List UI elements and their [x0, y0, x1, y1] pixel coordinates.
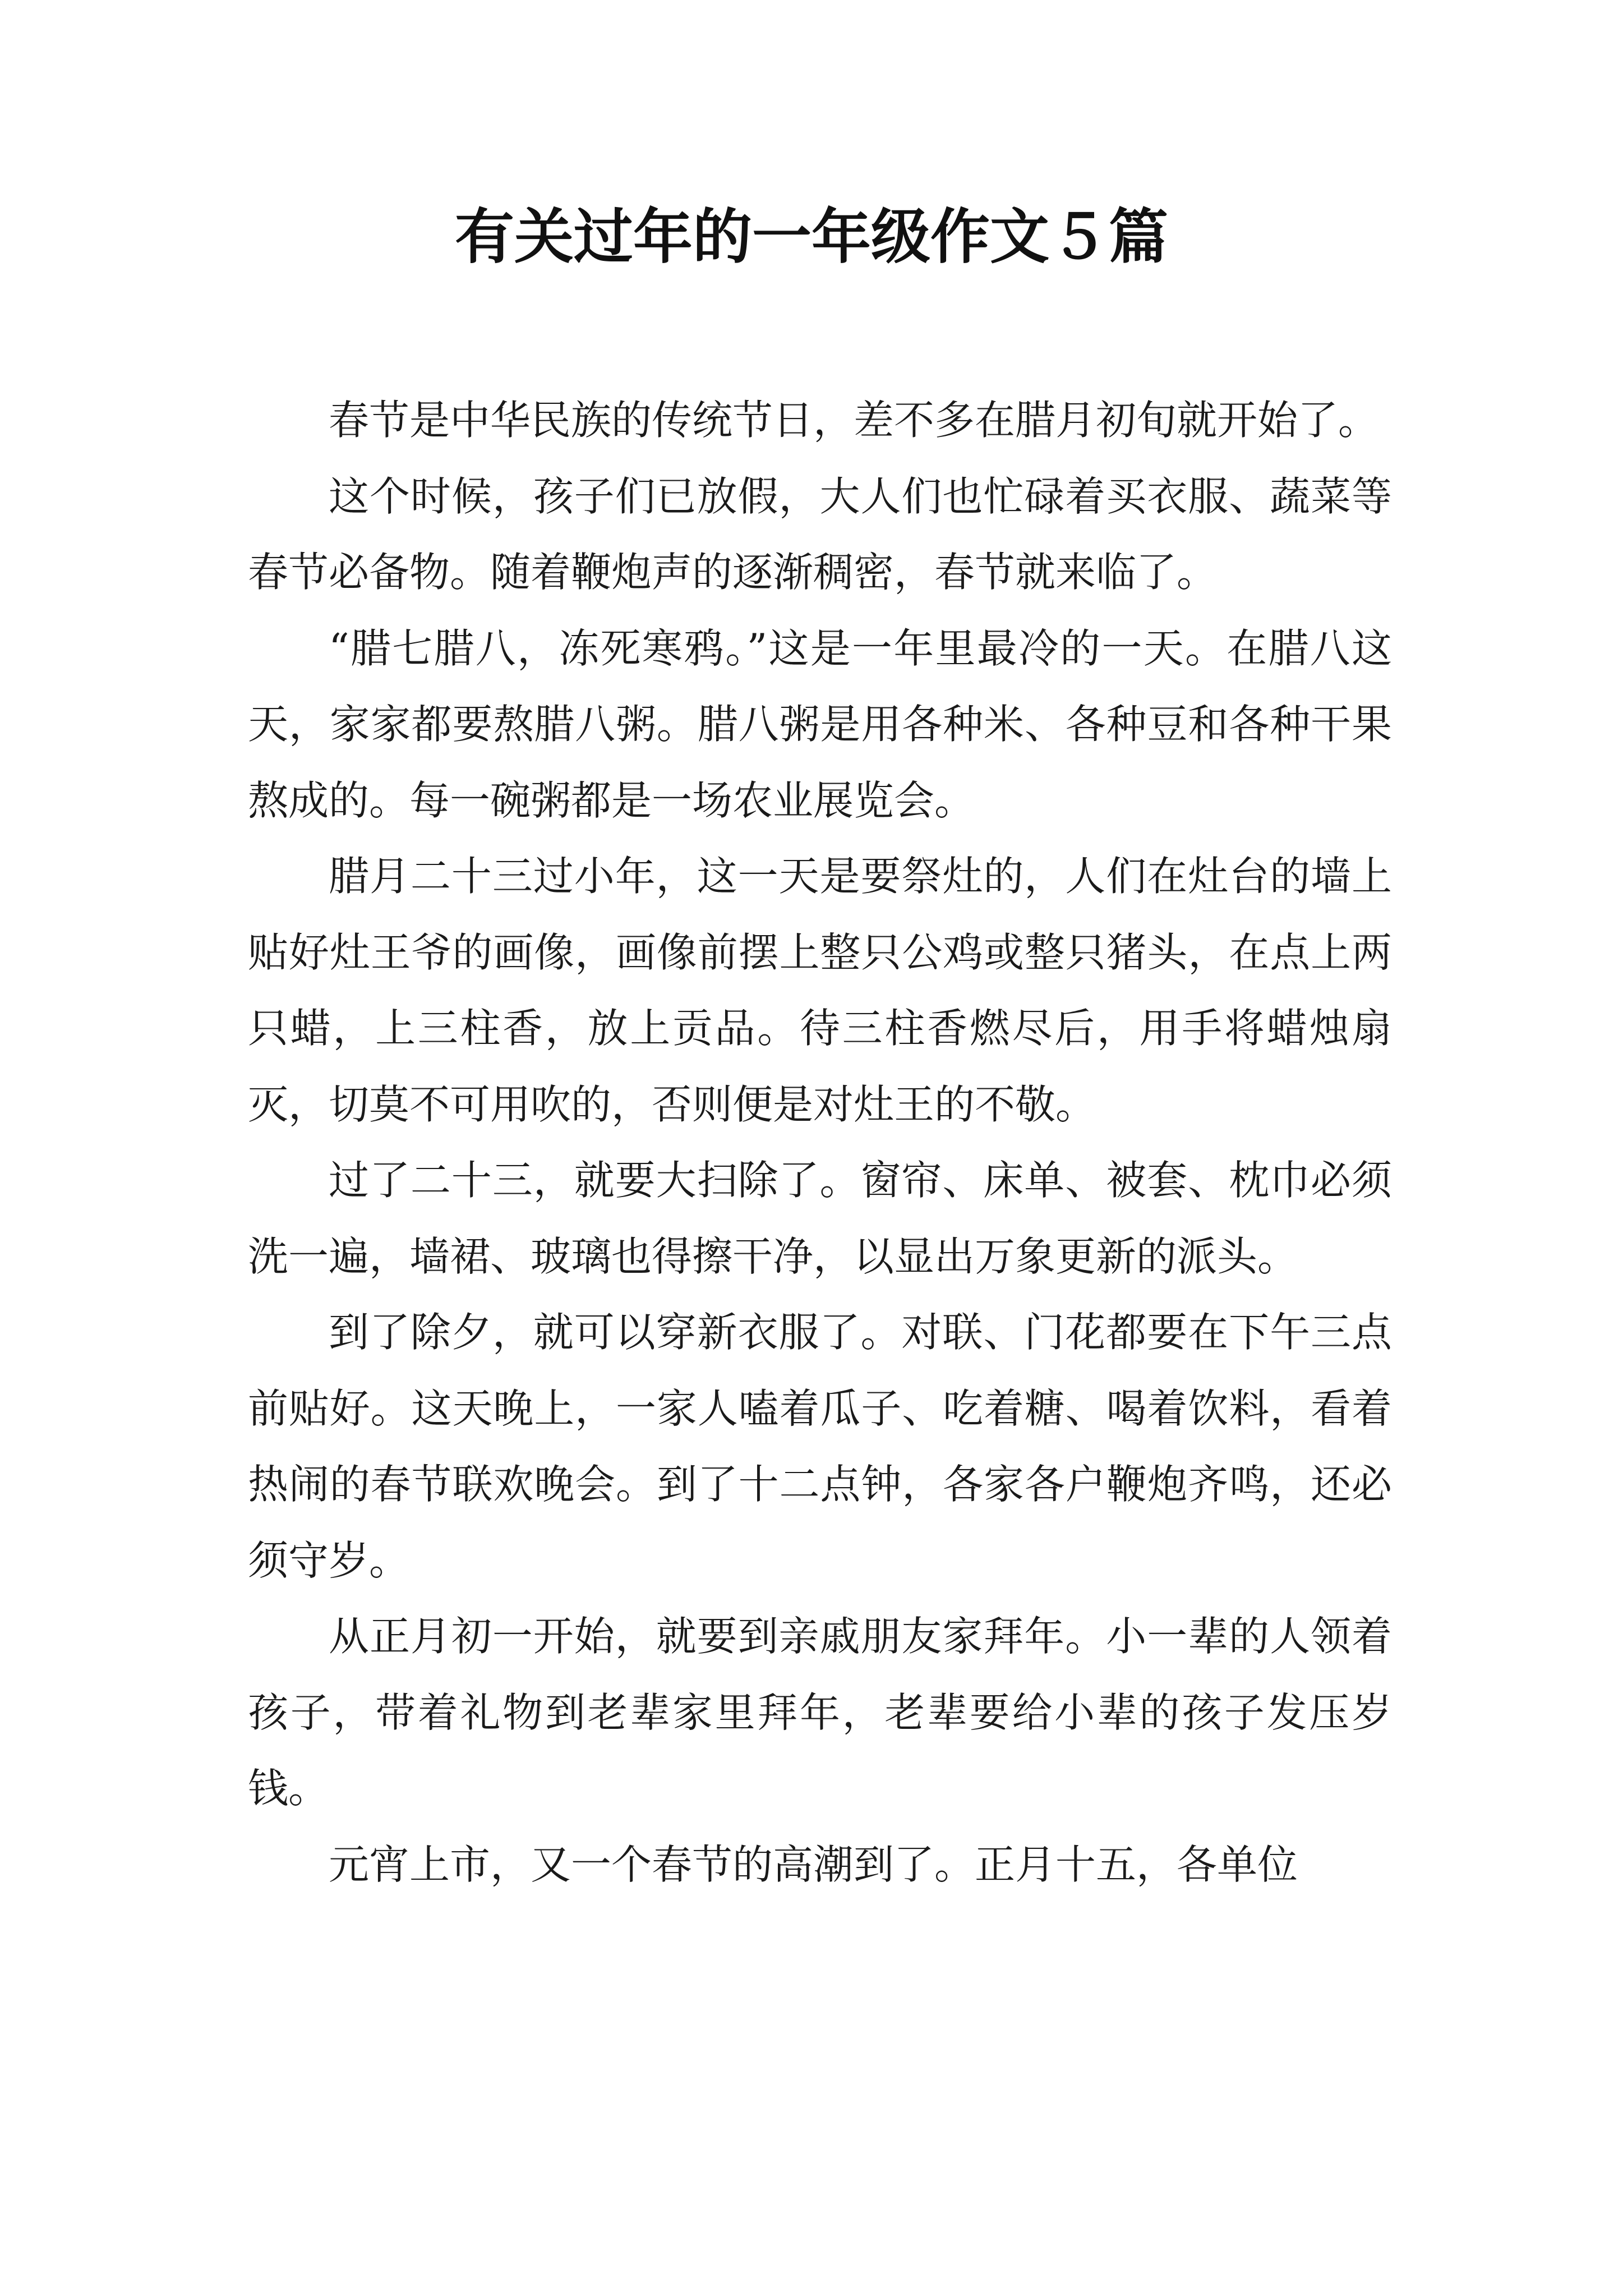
paragraph: 腊月二十三过小年，这一天是要祭灶的，人们在灶台的墙上贴好灶王爷的画像，画像前摆上整只公鸡或整只猪头，在点上两只蜡，上三柱香，放上贡品。待三柱香燃尽后，用手将蜡烛扇灭，切莫不可用吹的，否则便是对灶王的不敬。: [248, 853, 1392, 1128]
paragraph: 春节是中华民族的传统节日，差不多在腊月初旬就开始了。: [329, 397, 1379, 444]
document-title: 有关过年的一年级作文５篇: [455, 201, 1168, 272]
paragraph: 到了除夕，就可以穿新衣服了。对联、门花都要在下午三点前贴好。这天晚上，一家人嗑着瓜子、吃着糖、喝着饮料，看着热闹的春节联欢晚会。到了十二点钟，各家各户鞭炮齐鸣，还必须守岁。: [248, 1309, 1392, 1584]
paragraph: “腊七腊八，冻死寒鸦。”这是一年里最冷的一天。在腊八这天，家家都要熬腊八粥。腊八粥是用各种米、各种豆和各种干果熬成的。每一碗粥都是一场农业展览会。: [248, 624, 1392, 824]
paragraph: 元宵上市，又一个春节的高潮到了。正月十五，各单位: [329, 1841, 1298, 1888]
paragraph: 这个时候，孩子们已放假，大人们也忙碌着买衣服、蔬菜等春节必备物。随着鞭炮声的逐渐稠密，春节就来临了。: [248, 472, 1392, 596]
paragraph: 从正月初一开始，就要到亲戚朋友家拜年。小一辈的人领着孩子，带着礼物到老辈家里拜年，老辈要给小辈的孩子发压岁钱。: [248, 1613, 1392, 1812]
paragraph: 过了二十三，就要大扫除了。窗帘、床单、被套、枕巾必须洗一遍，墙裙、玻璃也得擦干净，以显出万象更新的派头。: [248, 1157, 1392, 1280]
document-body: [248, 383, 1392, 1903]
